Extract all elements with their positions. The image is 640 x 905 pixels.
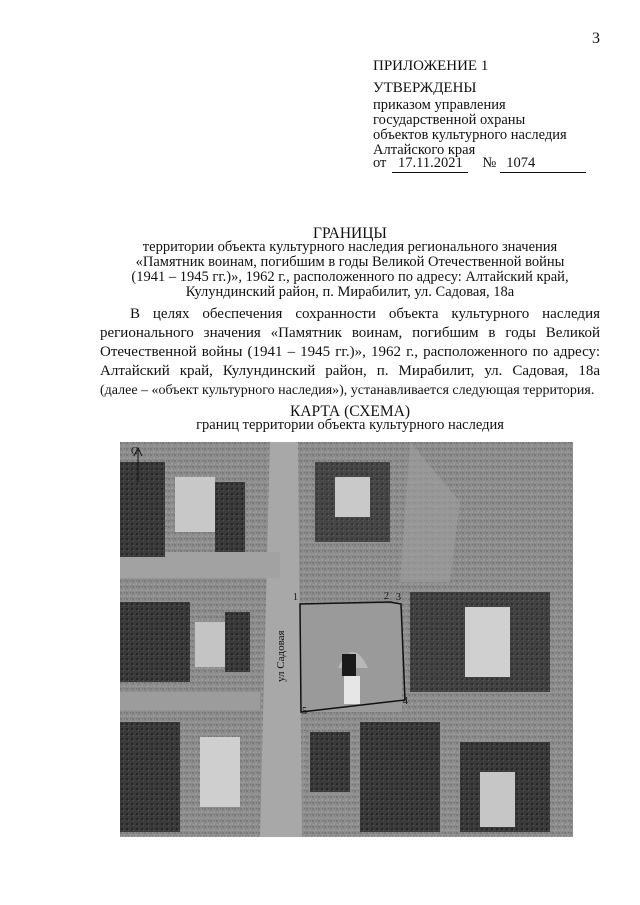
- monument: [342, 654, 356, 676]
- point-label: 5: [302, 706, 307, 717]
- map-subtitle: границ территории объекта культурного наследия: [196, 417, 504, 433]
- tree-cluster: [120, 602, 190, 682]
- building-roof: [195, 622, 225, 667]
- road-cross: [120, 692, 260, 710]
- street-label: ул Садовая: [275, 630, 287, 682]
- from-label: от: [373, 155, 387, 171]
- subtitle-line: «Памятник воинам, погибшим в годы Великой Отечественной войны: [135, 254, 565, 270]
- building-roof: [465, 607, 510, 677]
- point-label: 2: [384, 591, 389, 602]
- tree-cluster: [360, 722, 440, 832]
- paragraph-line: Алтайский край, Кулундинский район, п. Мирабилит, ул. Садовая, 18а: [100, 363, 600, 379]
- point-label: 3: [396, 592, 401, 603]
- building-roof: [175, 477, 215, 532]
- tree-cluster: [120, 462, 165, 557]
- tree-cluster: [310, 732, 350, 792]
- north-label: С: [131, 446, 138, 457]
- satellite-map: [120, 442, 573, 837]
- building-roof: [335, 477, 370, 517]
- subtitle-line: (1941 – 1945 гг.)», 1962 г., расположенного по адресу: Алтайский край,: [131, 269, 569, 285]
- order-line: государственной охраны: [373, 112, 526, 128]
- page-number: 3: [592, 30, 600, 47]
- order-line: приказом управления: [373, 97, 506, 113]
- subtitle-line: Кулундинский район, п. Мирабилит, ул. Садовая, 18а: [185, 284, 515, 300]
- paragraph-line: (далее – «объект культурного наследия»), устанавливается следующая территория.: [100, 383, 595, 398]
- order-date-row: [373, 155, 586, 173]
- subtitle-line: территории объекта культурного наследия регионального значения: [142, 239, 558, 255]
- monument-path: [344, 676, 360, 704]
- paragraph-line: В целях обеспечения сохранности объекта культурного наследия: [130, 306, 600, 322]
- building-roof: [480, 772, 515, 827]
- order-date: 17.11.2021: [392, 155, 468, 173]
- approved-label: УТВЕРЖДЕНЫ: [373, 80, 477, 96]
- point-label: 1: [293, 592, 298, 603]
- paragraph-line: регионального значения «Памятник воинам, погибшим в годы Великой: [100, 325, 600, 341]
- order-line: Алтайского края: [373, 142, 476, 158]
- number-sign: №: [482, 155, 497, 171]
- document-title: ГРАНИЦЫ: [313, 225, 387, 242]
- map-title: КАРТА (СХЕМА): [289, 403, 410, 420]
- tree-cluster: [225, 612, 250, 672]
- tree-cluster: [120, 722, 180, 832]
- point-label: 4: [403, 696, 408, 707]
- order-number: 1074: [500, 155, 586, 173]
- tree-cluster: [215, 482, 245, 552]
- order-line: объектов культурного наследия: [373, 127, 567, 143]
- paragraph-line: Отечественной войны (1941 – 1945 гг.)», 1962 г., расположенного по адресу:: [100, 344, 600, 360]
- building-roof: [200, 737, 240, 807]
- appendix-label: ПРИЛОЖЕНИЕ 1: [373, 58, 489, 74]
